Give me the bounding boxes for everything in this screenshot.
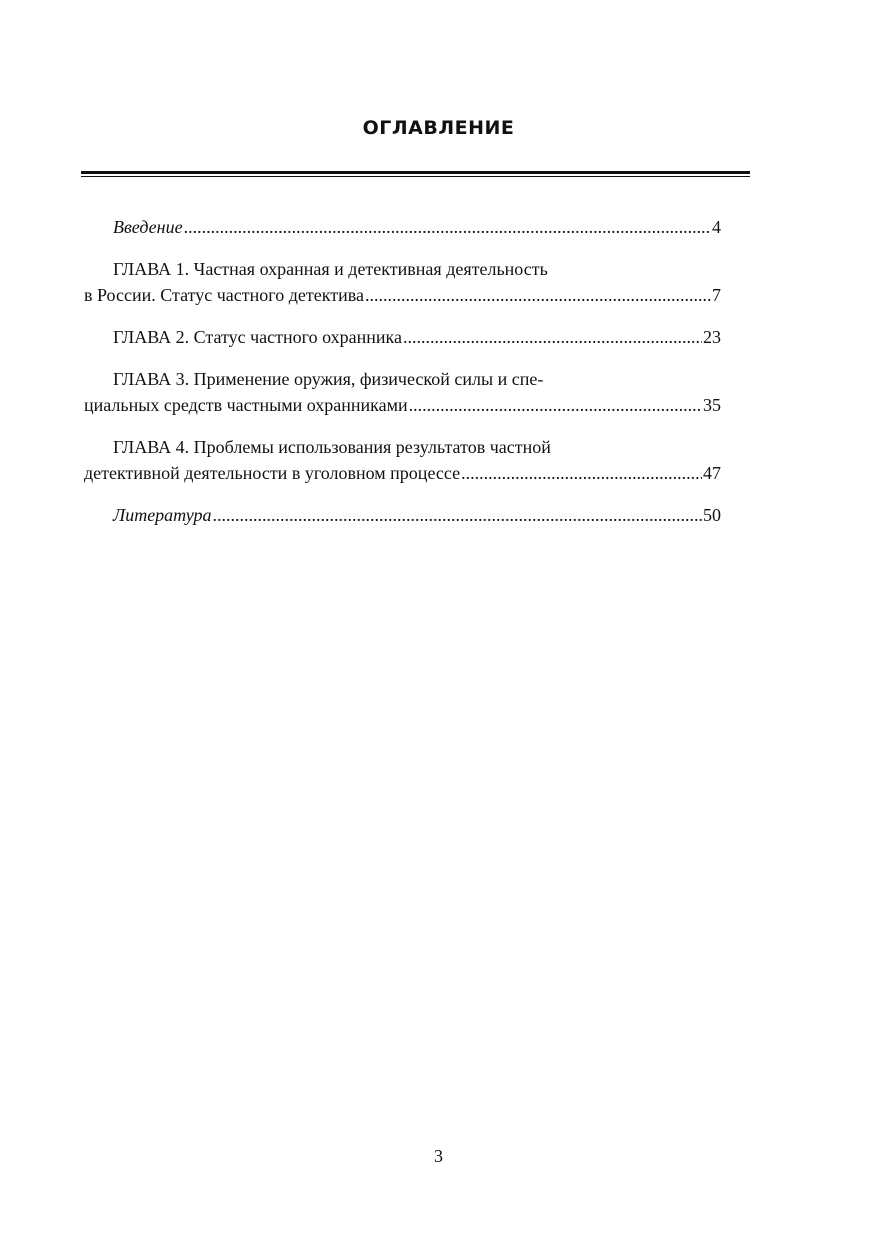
toc-page-number: 4 (712, 217, 721, 237)
table-of-contents (84, 214, 721, 528)
dot-leader (409, 392, 702, 418)
toc-entry-title-continued: циальных средств частными охранниками (84, 395, 408, 415)
toc-entry-title-continued: в России. Статус частного детектива (84, 285, 364, 305)
dot-leader (365, 282, 711, 308)
toc-entry-chapter-2[interactable] (84, 324, 721, 350)
toc-entry-title-continued: детективной деятельности в уголовном процессе (84, 463, 461, 483)
dot-leader (403, 324, 702, 350)
toc-line-continuation (84, 392, 721, 418)
toc-entry-title: ГЛАВА 1. Частная охранная и детективная деятельность (113, 259, 548, 279)
toc-page-number: 23 (703, 327, 721, 347)
toc-line (84, 214, 721, 240)
dot-leader (184, 214, 711, 240)
toc-entry-title: Введение (113, 217, 183, 237)
toc-entry-bibliography[interactable] (84, 502, 721, 528)
page-title: ОГЛАВЛЕНИЕ (362, 117, 515, 139)
toc-entry-title: ГЛАВА 4. Проблемы использования результатов частной (113, 437, 551, 457)
toc-entry-title: ГЛАВА 3. Применение оружия, физической силы и спе- (113, 369, 544, 389)
toc-line (84, 256, 721, 282)
toc-line (84, 434, 721, 460)
toc-entry-chapter-4[interactable] (84, 434, 721, 486)
page-number-footer: 3 (434, 1146, 443, 1166)
toc-line (84, 366, 721, 392)
title-divider (81, 171, 750, 178)
toc-page-number: 35 (703, 395, 721, 415)
toc-line (84, 502, 721, 528)
toc-entry-introduction[interactable] (84, 214, 721, 240)
toc-entry-title: Литература (113, 505, 212, 525)
toc-page-number: 50 (703, 505, 721, 525)
toc-page-number: 47 (703, 463, 721, 483)
toc-entry-chapter-3[interactable] (84, 366, 721, 418)
toc-line (84, 324, 721, 350)
toc-line-continuation (84, 282, 721, 308)
divider-thin-line (81, 176, 750, 177)
toc-entry-title: ГЛАВА 2. Статус частного охранника (113, 327, 402, 347)
divider-thick-line (81, 171, 750, 174)
toc-entry-chapter-1[interactable] (84, 256, 721, 308)
toc-line-continuation (84, 460, 721, 486)
toc-page-number: 7 (712, 285, 721, 305)
dot-leader (212, 502, 702, 528)
dot-leader (461, 460, 702, 486)
